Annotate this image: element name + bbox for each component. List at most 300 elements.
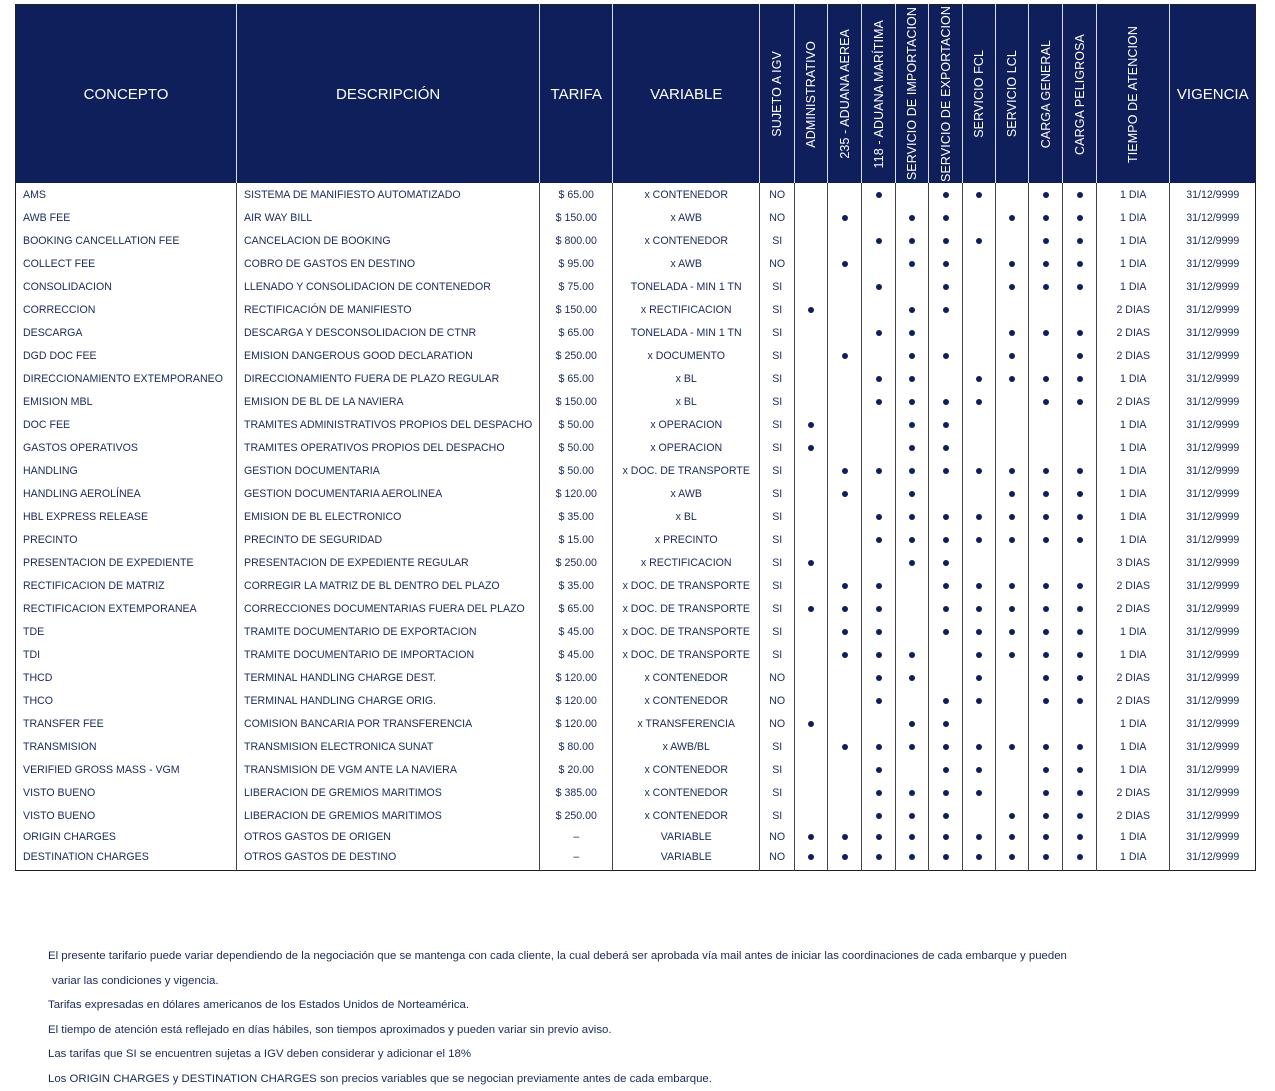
cell-flag xyxy=(896,252,929,275)
check-dot-icon xyxy=(1009,284,1015,290)
cell-flag xyxy=(996,620,1029,643)
table-row xyxy=(16,183,1256,206)
cell-flag xyxy=(795,597,828,620)
table-header-row xyxy=(16,5,1256,184)
cell-flag xyxy=(996,735,1029,758)
cell-flag xyxy=(996,344,1029,367)
check-dot-icon xyxy=(943,238,949,244)
cell-flag xyxy=(862,390,896,413)
table-row xyxy=(16,206,1256,229)
cell-variable: x DOC. DE TRANSPORTE xyxy=(613,620,760,643)
check-dot-icon xyxy=(1043,215,1049,221)
cell-tiempo-atencion: 1 DIA xyxy=(1097,275,1170,298)
cell-vigencia: 31/12/9999 xyxy=(1170,735,1256,758)
table-row xyxy=(16,229,1256,252)
cell-flag xyxy=(862,847,896,871)
cell-tarifa: $ 120.00 xyxy=(540,666,613,689)
table-row xyxy=(16,666,1256,689)
cell-concepto: AMS xyxy=(23,188,46,201)
cell-tiempo-atencion: 1 DIA xyxy=(1097,229,1170,252)
cell-flag xyxy=(1029,643,1063,666)
cell-flag xyxy=(862,551,896,574)
cell-sujeto-igv: SI xyxy=(760,344,795,367)
header-servicio-fcl: SERVICIO FCL xyxy=(963,5,996,184)
cell-tarifa: $ 120.00 xyxy=(540,689,613,712)
cell-flag xyxy=(862,597,896,620)
table-row xyxy=(16,298,1256,321)
cell-flag xyxy=(862,229,896,252)
cell-flag xyxy=(828,643,862,666)
cell-tarifa: $ 35.00 xyxy=(540,574,613,597)
cell-flag xyxy=(929,597,963,620)
cell-flag xyxy=(996,482,1029,505)
check-dot-icon xyxy=(1077,491,1083,497)
cell-descripcion: AIR WAY BILL xyxy=(237,206,540,229)
cell-vigencia: 31/12/9999 xyxy=(1170,298,1256,321)
cell-flag xyxy=(1063,344,1097,367)
cell-descripcion: EMISION DE BL ELECTRONICO xyxy=(237,505,540,528)
cell-flag xyxy=(795,758,828,781)
cell-descripcion: DESCARGA Y DESCONSOLIDACION DE CTNR xyxy=(237,321,540,344)
check-dot-icon xyxy=(943,629,949,635)
check-dot-icon xyxy=(808,606,814,612)
check-dot-icon xyxy=(909,834,915,840)
cell-flag xyxy=(795,344,828,367)
cell-flag xyxy=(795,505,828,528)
cell-flag xyxy=(795,551,828,574)
cell-flag xyxy=(1063,597,1097,620)
cell-flag xyxy=(896,390,929,413)
check-dot-icon xyxy=(976,583,982,589)
cell-flag xyxy=(929,229,963,252)
cell-vigencia: 31/12/9999 xyxy=(1170,528,1256,551)
cell-flag xyxy=(929,689,963,712)
cell-tiempo-atencion: 1 DIA xyxy=(1097,528,1170,551)
cell-flag xyxy=(929,643,963,666)
cell-flag xyxy=(929,482,963,505)
check-dot-icon xyxy=(1009,215,1015,221)
cell-tiempo-atencion: 2 DIAS xyxy=(1097,574,1170,597)
check-dot-icon xyxy=(909,491,915,497)
cell-flag xyxy=(1029,413,1063,436)
check-dot-icon xyxy=(909,399,915,405)
table-body xyxy=(16,183,1256,871)
check-dot-icon xyxy=(1077,238,1083,244)
cell-flag xyxy=(1029,367,1063,390)
cell-flag xyxy=(795,781,828,804)
check-dot-icon xyxy=(976,537,982,543)
check-dot-icon xyxy=(1009,353,1015,359)
table-row xyxy=(16,505,1256,528)
cell-tarifa: $ 120.00 xyxy=(540,712,613,735)
cell-flag xyxy=(795,620,828,643)
cell-flag xyxy=(1029,229,1063,252)
cell-tarifa: $ 150.00 xyxy=(540,206,613,229)
check-dot-icon xyxy=(1043,330,1049,336)
cell-sujeto-igv: SI xyxy=(760,528,795,551)
check-dot-icon xyxy=(876,468,882,474)
header-servicio-importacion: SERVICIO DE IMPORTACION xyxy=(896,5,929,184)
cell-flag xyxy=(828,827,862,847)
check-dot-icon xyxy=(1077,583,1083,589)
cell-flag xyxy=(1029,827,1063,847)
header-variable: VARIABLE xyxy=(613,5,760,184)
cell-tarifa: $ 385.00 xyxy=(540,781,613,804)
cell-flag xyxy=(963,620,996,643)
check-dot-icon xyxy=(976,767,982,773)
cell-sujeto-igv: SI xyxy=(760,574,795,597)
cell-flag xyxy=(828,298,862,321)
header-administrativo: ADMINISTRATIVO xyxy=(795,5,828,184)
cell-flag xyxy=(996,298,1029,321)
footnote-line: Las tarifas que SI se encuentren sujetas a IGV deben considerar y adicionar el 18% xyxy=(48,1048,471,1060)
cell-flag xyxy=(795,528,828,551)
check-dot-icon xyxy=(808,422,814,428)
cell-tiempo-atencion: 3 DIAS xyxy=(1097,551,1170,574)
cell-flag xyxy=(963,252,996,275)
cell-flag xyxy=(896,735,929,758)
cell-descripcion: LIBERACION DE GREMIOS MARITIMOS xyxy=(237,781,540,804)
cell-flag xyxy=(929,847,963,871)
header-vigencia: VIGENCIA xyxy=(1170,5,1256,184)
cell-tiempo-atencion: 2 DIAS xyxy=(1097,390,1170,413)
cell-flag xyxy=(896,781,929,804)
cell-variable: x AWB xyxy=(613,482,760,505)
cell-vigencia: 31/12/9999 xyxy=(1170,758,1256,781)
cell-flag xyxy=(1029,689,1063,712)
header-descripcion: DESCRIPCIÓN xyxy=(237,5,540,184)
check-dot-icon xyxy=(943,560,949,566)
cell-flag xyxy=(795,666,828,689)
cell-vigencia: 31/12/9999 xyxy=(1170,847,1256,871)
cell-flag xyxy=(996,413,1029,436)
check-dot-icon xyxy=(808,445,814,451)
check-dot-icon xyxy=(1043,192,1049,198)
cell-variable: x CONTENEDOR xyxy=(613,229,760,252)
check-dot-icon xyxy=(976,606,982,612)
check-dot-icon xyxy=(842,261,848,267)
cell-sujeto-igv: SI xyxy=(760,321,795,344)
cell-sujeto-igv: NO xyxy=(760,252,795,275)
cell-flag xyxy=(929,298,963,321)
cell-concepto: DIRECCIONAMIENTO EXTEMPORANEO xyxy=(23,372,223,385)
check-dot-icon xyxy=(1043,698,1049,704)
cell-flag xyxy=(862,413,896,436)
cell-tiempo-atencion: 1 DIA xyxy=(1097,712,1170,735)
table-row xyxy=(16,482,1256,505)
cell-concepto: HBL EXPRESS RELEASE xyxy=(23,510,149,523)
check-dot-icon xyxy=(943,468,949,474)
check-dot-icon xyxy=(876,284,882,290)
cell-flag xyxy=(1029,758,1063,781)
check-dot-icon xyxy=(808,854,814,860)
cell-flag xyxy=(828,275,862,298)
cell-flag xyxy=(929,367,963,390)
check-dot-icon xyxy=(1077,514,1083,520)
cell-variable: x BL xyxy=(613,367,760,390)
cell-variable: x CONTENEDOR xyxy=(613,804,760,827)
cell-flag xyxy=(828,459,862,482)
check-dot-icon xyxy=(909,675,915,681)
footnote-line: variar las condiciones y vigencia. xyxy=(52,974,219,987)
check-dot-icon xyxy=(876,238,882,244)
cell-flag xyxy=(795,574,828,597)
check-dot-icon xyxy=(909,445,915,451)
cell-flag xyxy=(862,436,896,459)
cell-flag xyxy=(996,847,1029,871)
cell-sujeto-igv: SI xyxy=(760,505,795,528)
check-dot-icon xyxy=(1077,675,1083,681)
cell-flag xyxy=(963,758,996,781)
cell-variable: x PRECINTO xyxy=(613,528,760,551)
cell-variable: x BL xyxy=(613,390,760,413)
cell-tiempo-atencion: 1 DIA xyxy=(1097,827,1170,847)
cell-descripcion: DIRECCIONAMIENTO FUERA DE PLAZO REGULAR xyxy=(237,367,540,390)
cell-concepto: DOC FEE xyxy=(23,418,71,431)
cell-flag xyxy=(896,620,929,643)
table-row xyxy=(16,597,1256,620)
check-dot-icon xyxy=(1077,629,1083,635)
cell-tarifa: $ 35.00 xyxy=(540,505,613,528)
cell-flag xyxy=(963,206,996,229)
cell-descripcion: EMISION DE BL DE LA NAVIERA xyxy=(237,390,540,413)
check-dot-icon xyxy=(909,721,915,727)
cell-flag xyxy=(963,735,996,758)
cell-flag xyxy=(828,505,862,528)
cell-flag xyxy=(1063,689,1097,712)
cell-flag xyxy=(963,597,996,620)
cell-flag xyxy=(862,781,896,804)
cell-flag xyxy=(795,275,828,298)
table-row xyxy=(16,528,1256,551)
cell-flag xyxy=(896,275,929,298)
cell-flag xyxy=(896,827,929,847)
cell-vigencia: 31/12/9999 xyxy=(1170,206,1256,229)
check-dot-icon xyxy=(1043,238,1049,244)
header-aduana-maritima: 118 - ADUANA MARÍTIMA xyxy=(862,5,896,184)
cell-vigencia: 31/12/9999 xyxy=(1170,781,1256,804)
check-dot-icon xyxy=(943,537,949,543)
check-dot-icon xyxy=(1043,606,1049,612)
cell-flag xyxy=(1029,482,1063,505)
cell-flag xyxy=(1063,459,1097,482)
cell-tarifa: $ 65.00 xyxy=(540,597,613,620)
cell-flag xyxy=(1029,551,1063,574)
cell-flag xyxy=(963,482,996,505)
cell-tarifa: $ 50.00 xyxy=(540,436,613,459)
check-dot-icon xyxy=(1077,330,1083,336)
check-dot-icon xyxy=(976,834,982,840)
cell-flag xyxy=(996,229,1029,252)
cell-concepto: CORRECCION xyxy=(23,303,96,316)
cell-flag xyxy=(862,620,896,643)
cell-variable: x TRANSFERENCIA xyxy=(613,712,760,735)
cell-flag xyxy=(963,528,996,551)
cell-tiempo-atencion: 1 DIA xyxy=(1097,505,1170,528)
check-dot-icon xyxy=(943,790,949,796)
cell-flag xyxy=(828,367,862,390)
cell-flag xyxy=(963,344,996,367)
check-dot-icon xyxy=(909,854,915,860)
cell-vigencia: 31/12/9999 xyxy=(1170,827,1256,847)
check-dot-icon xyxy=(1077,813,1083,819)
cell-flag xyxy=(1063,436,1097,459)
cell-flag xyxy=(896,551,929,574)
cell-variable: x CONTENEDOR xyxy=(613,689,760,712)
cell-flag xyxy=(795,847,828,871)
cell-flag xyxy=(862,459,896,482)
check-dot-icon xyxy=(1077,537,1083,543)
cell-tarifa: $ 150.00 xyxy=(540,298,613,321)
cell-flag xyxy=(828,781,862,804)
cell-sujeto-igv: NO xyxy=(760,689,795,712)
check-dot-icon xyxy=(976,468,982,474)
cell-sujeto-igv: NO xyxy=(760,183,795,206)
cell-flag xyxy=(828,689,862,712)
cell-flag xyxy=(1029,183,1063,206)
cell-vigencia: 31/12/9999 xyxy=(1170,252,1256,275)
cell-flag xyxy=(929,827,963,847)
cell-descripcion: TERMINAL HANDLING CHARGE DEST. xyxy=(237,666,540,689)
check-dot-icon xyxy=(876,514,882,520)
cell-flag xyxy=(862,482,896,505)
table-row xyxy=(16,847,1256,871)
footnote-line: Los ORIGIN CHARGES y DESTINATION CHARGES son precios variables que se negocian previamente antes de cada embarque. xyxy=(48,1072,712,1085)
cell-flag xyxy=(828,206,862,229)
cell-flag xyxy=(1063,505,1097,528)
cell-variable: x AWB/BL xyxy=(613,735,760,758)
cell-flag xyxy=(828,620,862,643)
cell-flag xyxy=(862,689,896,712)
cell-flag xyxy=(1063,847,1097,871)
check-dot-icon xyxy=(1009,261,1015,267)
check-dot-icon xyxy=(842,606,848,612)
cell-flag xyxy=(1063,482,1097,505)
check-dot-icon xyxy=(876,675,882,681)
check-dot-icon xyxy=(1009,583,1015,589)
cell-flag xyxy=(996,712,1029,735)
cell-flag xyxy=(828,666,862,689)
cell-flag xyxy=(963,390,996,413)
cell-sujeto-igv: SI xyxy=(760,413,795,436)
cell-flag xyxy=(828,758,862,781)
cell-tiempo-atencion: 2 DIAS xyxy=(1097,804,1170,827)
cell-flag xyxy=(896,528,929,551)
cell-tarifa: $ 65.00 xyxy=(540,367,613,390)
check-dot-icon xyxy=(1077,744,1083,750)
cell-concepto: TRANSFER FEE xyxy=(23,717,104,730)
cell-concepto: VISTO BUENO xyxy=(23,809,96,822)
check-dot-icon xyxy=(943,834,949,840)
check-dot-icon xyxy=(876,629,882,635)
cell-flag xyxy=(1063,528,1097,551)
cell-flag xyxy=(896,413,929,436)
cell-tarifa: $ 800.00 xyxy=(540,229,613,252)
check-dot-icon xyxy=(943,767,949,773)
cell-flag xyxy=(1063,804,1097,827)
cell-flag xyxy=(929,781,963,804)
table-row xyxy=(16,367,1256,390)
cell-flag xyxy=(795,390,828,413)
check-dot-icon xyxy=(1043,537,1049,543)
cell-flag xyxy=(795,482,828,505)
check-dot-icon xyxy=(909,330,915,336)
check-dot-icon xyxy=(842,468,848,474)
tariff-table xyxy=(15,4,1256,871)
cell-concepto: RECTIFICACION EXTEMPORANEA xyxy=(23,602,197,615)
cell-tarifa: $ 150.00 xyxy=(540,390,613,413)
cell-flag xyxy=(996,758,1029,781)
cell-flag xyxy=(929,620,963,643)
check-dot-icon xyxy=(1043,790,1049,796)
cell-tarifa: $ 65.00 xyxy=(540,321,613,344)
cell-flag xyxy=(828,183,862,206)
check-dot-icon xyxy=(842,491,848,497)
cell-flag xyxy=(1063,183,1097,206)
cell-flag xyxy=(963,643,996,666)
cell-flag xyxy=(1063,367,1097,390)
cell-flag xyxy=(963,367,996,390)
check-dot-icon xyxy=(943,854,949,860)
cell-concepto: TDI xyxy=(23,648,41,661)
cell-flag xyxy=(1029,275,1063,298)
cell-flag xyxy=(929,459,963,482)
cell-tarifa: $ 15.00 xyxy=(540,528,613,551)
check-dot-icon xyxy=(1043,813,1049,819)
check-dot-icon xyxy=(1077,284,1083,290)
cell-flag xyxy=(929,551,963,574)
cell-sujeto-igv: SI xyxy=(760,735,795,758)
check-dot-icon xyxy=(943,399,949,405)
cell-concepto: RECTIFICACION DE MATRIZ xyxy=(23,579,165,592)
cell-flag xyxy=(828,344,862,367)
cell-variable: VARIABLE xyxy=(613,827,760,847)
cell-tarifa: $ 120.00 xyxy=(540,482,613,505)
cell-tarifa: $ 50.00 xyxy=(540,459,613,482)
cell-tiempo-atencion: 1 DIA xyxy=(1097,436,1170,459)
cell-flag xyxy=(996,505,1029,528)
cell-variable: TONELADA - MIN 1 TN xyxy=(613,275,760,298)
check-dot-icon xyxy=(842,834,848,840)
table-row xyxy=(16,459,1256,482)
cell-vigencia: 31/12/9999 xyxy=(1170,505,1256,528)
cell-variable: x OPERACION xyxy=(613,436,760,459)
cell-tarifa: – xyxy=(540,847,613,871)
cell-flag xyxy=(828,574,862,597)
cell-flag xyxy=(828,597,862,620)
cell-vigencia: 31/12/9999 xyxy=(1170,804,1256,827)
cell-descripcion: TRANSMISION ELECTRONICA SUNAT xyxy=(237,735,540,758)
cell-tarifa: $ 80.00 xyxy=(540,735,613,758)
cell-flag xyxy=(1029,436,1063,459)
cell-flag xyxy=(795,229,828,252)
cell-tiempo-atencion: 1 DIA xyxy=(1097,367,1170,390)
cell-concepto: VERIFIED GROSS MASS - VGM xyxy=(23,763,180,776)
cell-flag xyxy=(896,206,929,229)
check-dot-icon xyxy=(808,834,814,840)
check-dot-icon xyxy=(976,698,982,704)
cell-flag xyxy=(929,252,963,275)
cell-flag xyxy=(828,712,862,735)
check-dot-icon xyxy=(842,353,848,359)
cell-concepto: AWB FEE xyxy=(23,211,71,224)
cell-flag xyxy=(1063,620,1097,643)
cell-descripcion: RECTIFICACIÓN DE MANIFIESTO xyxy=(237,298,540,321)
footnote-line: El tiempo de atención está reflejado en días hábiles, son tiempos aproximados y pueden variar sin previo aviso. xyxy=(48,1023,612,1036)
check-dot-icon xyxy=(1043,491,1049,497)
cell-flag xyxy=(828,321,862,344)
cell-flag xyxy=(896,804,929,827)
